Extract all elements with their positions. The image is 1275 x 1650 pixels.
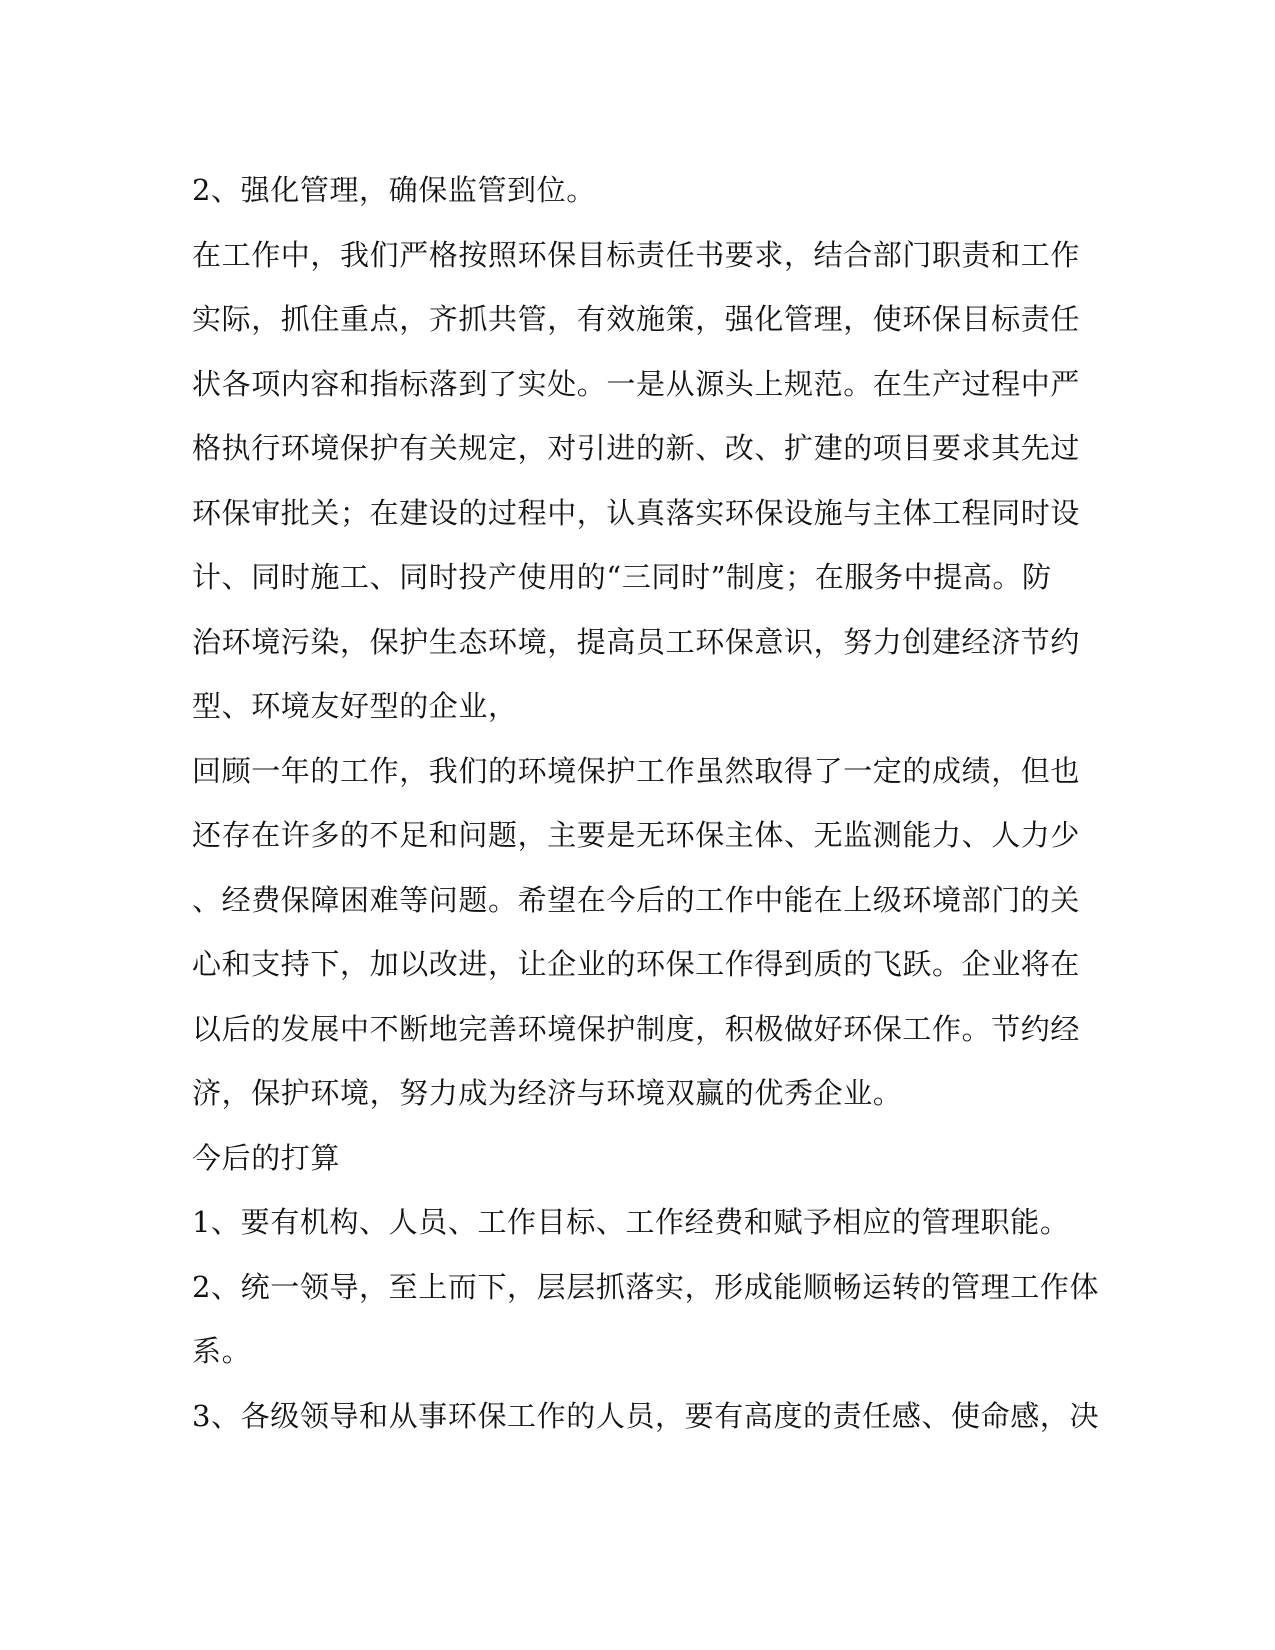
paragraph-line: 以后的发展中不断地完善环境保护制度，积极做好环保工作。节约经 [192, 1011, 1081, 1046]
heading-strengthen-management: 2、强化管理，确保监管到位。 [192, 173, 596, 207]
list-item-continuation: 系。 [192, 1334, 252, 1368]
heading-future-plans: 今后的打算 [192, 1140, 341, 1175]
paragraph-line: 治环境污染，保护生态环境，提高员工环保意识，努力创建经济节约 [192, 624, 1081, 659]
list-item: 1、要有机构、人员、工作目标、工作经费和赋予相应的管理职能。 [192, 1205, 1070, 1239]
paragraph-line: 在工作中，我们严格按照环保目标责任书要求，结合部门职责和工作 [192, 237, 1081, 272]
list-item: 2、统一领导，至上而下，层层抓落实，形成能顺畅运转的管理工作体 [192, 1269, 1100, 1304]
paragraph-line: 、经费保障困难等问题。希望在今后的工作中能在上级环境部门的关 [192, 882, 1081, 917]
list-item: 3、各级领导和从事环保工作的人员，要有高度的责任感、使命感，决 [192, 1398, 1100, 1433]
paragraph-line: 环保审批关；在建设的过程中，认真落实环保设施与主体工程同时设 [192, 495, 1081, 530]
paragraph-line: 还存在许多的不足和问题，主要是无环保主体、无监测能力、人力少 [192, 818, 1081, 852]
paragraph-line: 状各项内容和指标落到了实处。一是从源头上规范。在生产过程中严 [192, 366, 1081, 401]
paragraph-line: 计、同时施工、同时投产使用的“三同时”制度；在服务中提高。防 [192, 560, 1052, 594]
paragraph-line: 实际，抓住重点，齐抓共管，有效施策，强化管理，使环保目标责任 [192, 302, 1081, 336]
paragraph-line: 型、环境友好型的企业， [192, 689, 518, 723]
paragraph-line: 济，保护环境，努力成为经济与环境双赢的优秀企业。 [192, 1076, 903, 1110]
paragraph-line: 格执行环境保护有关规定，对引进的新、改、扩建的项目要求其先过 [192, 431, 1081, 465]
paragraph-line: 心和支持下，加以改进，让企业的环保工作得到质的飞跃。企业将在 [192, 947, 1081, 981]
paragraph-line: 回顾一年的工作，我们的环境保护工作虽然取得了一定的成绩，但也 [192, 753, 1081, 788]
document-body [192, 158, 1100, 1448]
